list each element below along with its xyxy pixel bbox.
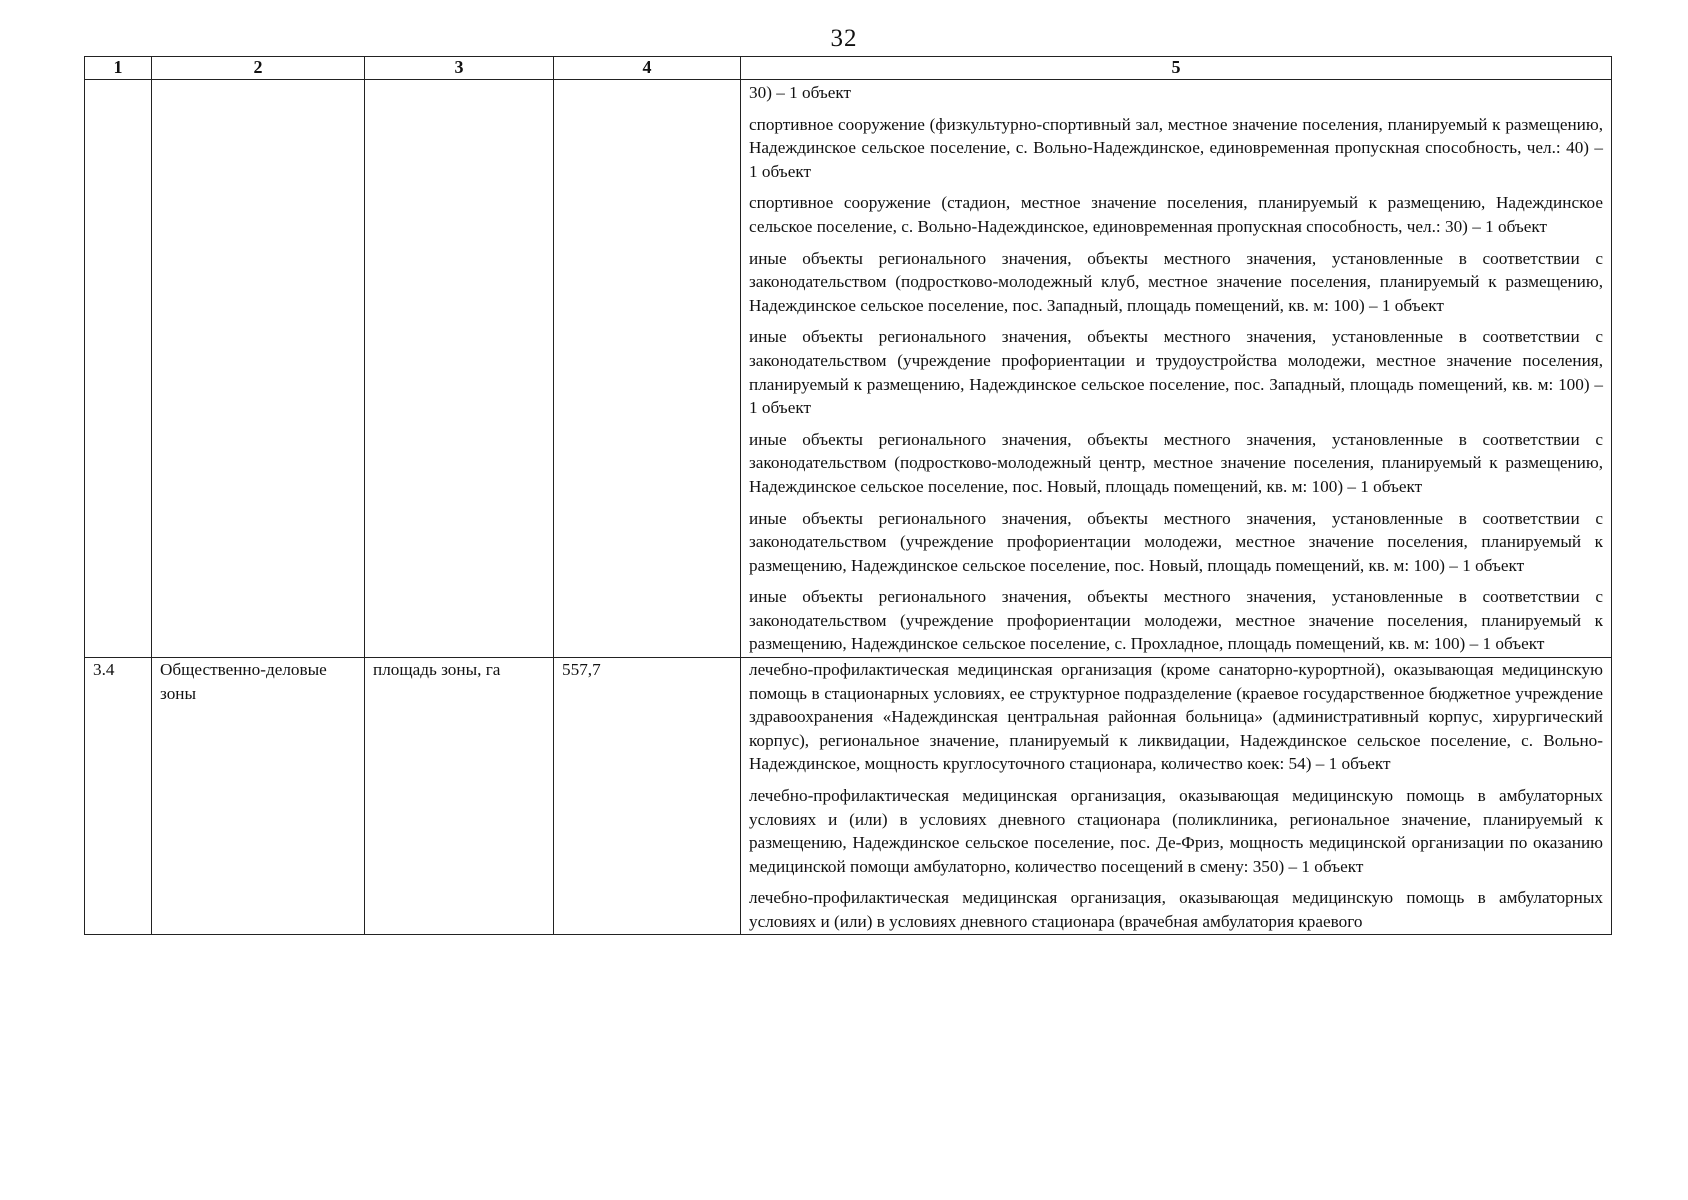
- cell-objects: [741, 80, 1612, 658]
- table-row: [85, 80, 1612, 658]
- cell-number-text: 3.4: [93, 660, 115, 680]
- zones-table: [84, 56, 1612, 935]
- cell-value-text: 557,7: [562, 660, 601, 680]
- cell-number: [85, 658, 152, 935]
- cell-value: [554, 658, 741, 935]
- table-header: [85, 57, 1612, 80]
- header-col-3: 3: [365, 57, 554, 80]
- header-col-4: 4: [554, 57, 741, 80]
- cell-zone-name: [152, 80, 365, 658]
- object-paragraph: иные объекты регионального значения, объекты местного значения, установленные в соответствии с законодательством (учреждение профориентации молодежи, местное значение поселения, планируемый к размещению, Надеждинское сельское поселение, пос. Новый, площадь помещений, кв. м: 100) – 1 объект: [749, 508, 1603, 575]
- table-row: [85, 658, 1612, 935]
- object-paragraph: иные объекты регионального значения, объекты местного значения, установленные в соответствии с законодательством (подростково-молодежный клуб, местное значение поселения, планируемый к размещению, Надеждинское сельское поселение, пос. Западный, площадь помещений, кв. м: 100) – 1 объект: [749, 248, 1603, 315]
- object-paragraph: иные объекты регионального значения, объекты местного значения, установленные в соответствии с законодательством (подростково-молодежный центр, местное значение поселения, планируемый к размещению, Надеждинское сельское поселение, пос. Новый, площадь помещений, кв. м: 100) – 1 объект: [749, 429, 1603, 496]
- cell-zone-name: [152, 658, 365, 935]
- object-paragraph: спортивное сооружение (стадион, местное значение поселения, планируемый к размещению, Надеждинское сельское поселение, с. Вольно-Надеждинское, единовременная пропускная способность, чел.: 30) – 1 объект: [749, 193, 1603, 236]
- object-paragraph: лечебно-профилактическая медицинская организация, оказывающая медицинскую помощь в амбулаторных условиях и (или) в условиях дневного стационара (врачебная амбулатория краевого: [749, 888, 1603, 931]
- object-paragraph: спортивное сооружение (физкультурно-спортивный зал, местное значение поселения, планируемый к размещению, Надеждинское сельское поселение, с. Вольно-Надеждинское, единовременная пропускная способность, чел.: 40) – 1 объект: [749, 114, 1603, 181]
- cell-objects: [741, 658, 1612, 935]
- cell-indicator: [365, 80, 554, 658]
- object-paragraph: иные объекты регионального значения, объекты местного значения, установленные в соответствии с законодательством (учреждение профориентации молодежи, местное значение поселения, планируемый к размещению, Надеждинское сельское поселение, с. Прохладное, площадь помещений, кв. м: 100) – 1 объект: [749, 587, 1603, 654]
- cell-number: [85, 80, 152, 658]
- cell-value: [554, 80, 741, 658]
- page-number: 32: [830, 25, 858, 52]
- header-row: [85, 57, 1612, 80]
- object-paragraph: лечебно-профилактическая медицинская организация (кроме санаторно-курортной), оказывающая медицинскую помощь в стационарных условиях, ее структурное подразделение (краевое государственное бюджетное учреждение здравоохранения «Надеждинская центральная районная больница» (административный корпус, хирургический корпус), региональное значение, планируемый к ликвидации, Надеждинское сельское поселение, с. Вольно-Надеждинское, мощность круглосуточного стационара, количество коек: 54) – 1 объект: [749, 660, 1603, 774]
- cell-zone-name-text: Общественно-деловые зоны: [160, 660, 327, 703]
- object-paragraph: 30) – 1 объект: [749, 83, 852, 102]
- header-col-1: 1: [85, 57, 152, 80]
- object-paragraph: иные объекты регионального значения, объекты местного значения, установленные в соответствии с законодательством (учреждение профориентации и трудоустройства молодежи, местное значение поселения, планируемый к размещению, Надеждинское сельское поселение, пос. Западный, площадь помещений, кв. м: 100) – 1 объект: [749, 327, 1603, 418]
- object-paragraph: лечебно-профилактическая медицинская организация, оказывающая медицинскую помощь в амбулаторных условиях и (или) в условиях дневного стационара (поликлиника, региональное значение, планируемый к размещению, Надеждинское сельское поселение, пос. Де-Фриз, мощность медицинской организации по оказанию медицинской помощи амбулаторно, количество посещений в смену: 350) – 1 объект: [749, 786, 1603, 876]
- header-col-2: 2: [152, 57, 365, 80]
- table-body: [85, 80, 1612, 935]
- header-col-5: 5: [741, 57, 1612, 80]
- cell-indicator: [365, 658, 554, 935]
- cell-indicator-text: площадь зоны, га: [373, 660, 501, 680]
